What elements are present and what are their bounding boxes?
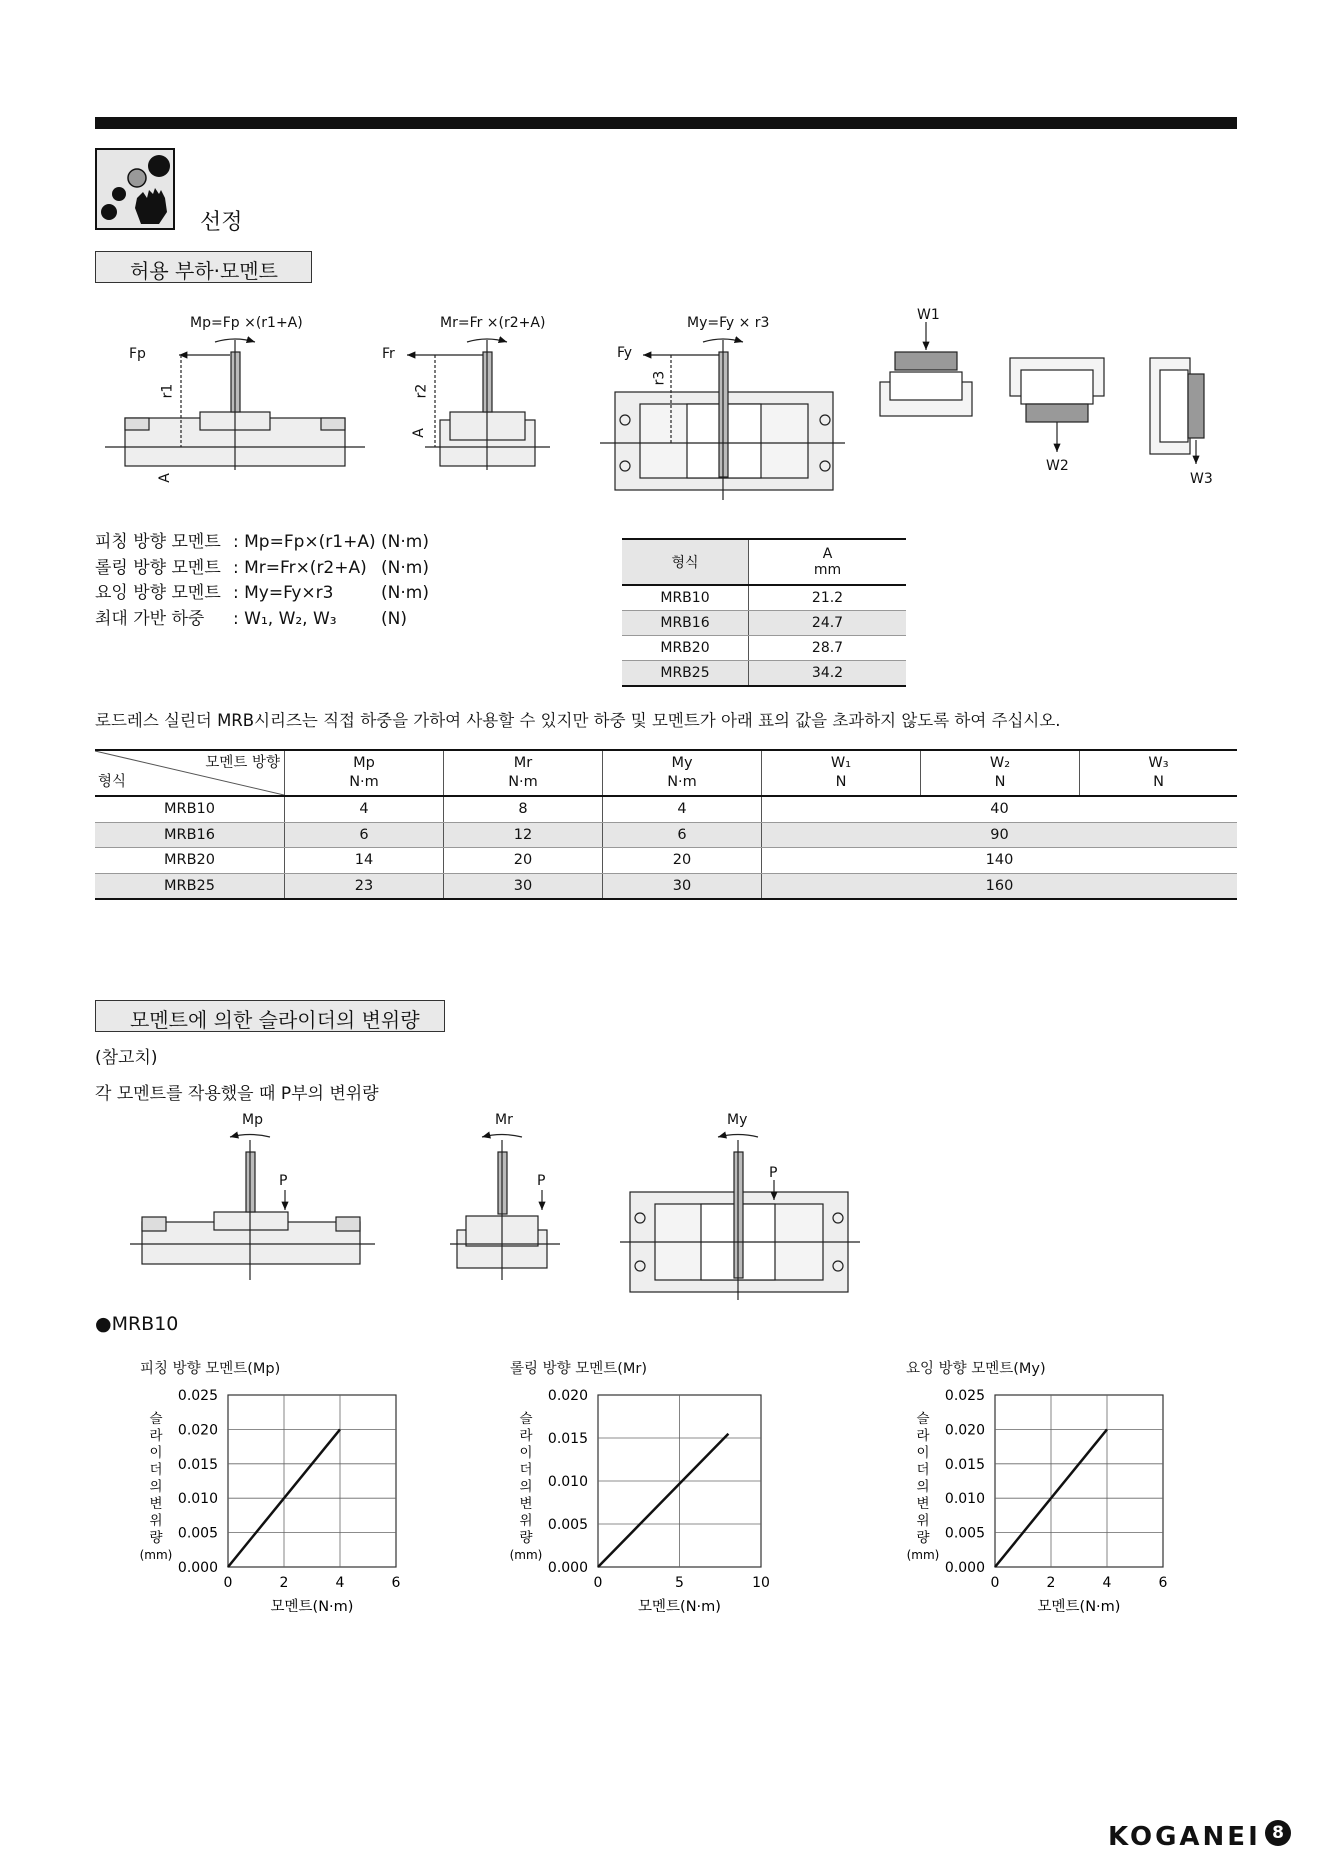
y-tick-label: 0.010 (177, 1491, 218, 1508)
formula-row (95, 530, 429, 556)
chart-title-my: 요잉 방향 모멘트(My) (906, 1361, 1046, 1377)
y-axis-unit: (mm) (906, 1548, 940, 1562)
formula-unit: (N·m) (381, 583, 429, 603)
a-cell: 34.2 (749, 661, 907, 687)
header-unit: N (835, 774, 847, 790)
formula-unit: (N·m) (381, 532, 429, 552)
mp-label: Mp (242, 1112, 263, 1128)
y-axis-label-char: 슬 (519, 1411, 533, 1427)
formula-unit: (N) (381, 608, 407, 629)
reference-note: (참고치) (95, 1048, 158, 1068)
y-tick-label: 0.020 (547, 1388, 588, 1404)
table-row (622, 661, 906, 687)
y-tick-label: 0.020 (944, 1422, 985, 1439)
my-cell: 20 (603, 848, 762, 874)
y-tick-label: 0.000 (547, 1560, 588, 1576)
formula-name: 요잉 방향 모멘트 (95, 583, 221, 603)
model-cell: MRB10 (622, 585, 749, 611)
page-number: 8 (1265, 1820, 1291, 1846)
y-tick-label: 0.025 (944, 1388, 985, 1404)
y-axis-label-char: 량 (149, 1530, 163, 1546)
y-tick-label: 0.000 (177, 1560, 218, 1576)
fr-label: Fr (382, 346, 395, 362)
x-tick-label: 6 (391, 1575, 401, 1591)
mp-header (285, 750, 444, 796)
model-heading: ●MRB10 (95, 1313, 179, 1335)
formula-expr: : My=Fy×r3 (233, 583, 334, 603)
w-cell: 160 (762, 873, 1238, 899)
y-axis-label-char: 변 (519, 1496, 533, 1512)
x-axis-label: 모멘트(N·m) (270, 1599, 354, 1615)
my-formula-label: My=Fy × r3 (687, 315, 770, 331)
diag-header-bottom: 형식 (98, 774, 127, 790)
selection-hand-icon (95, 148, 175, 230)
w2-label: W2 (1046, 458, 1069, 474)
allowable-moment-table (95, 749, 1237, 900)
header-unit: N·m (667, 774, 697, 790)
a-header (749, 539, 907, 585)
deflection-label: 모멘트에 의한 슬라이더의 변위량 (95, 1000, 445, 1032)
mr-header (444, 750, 603, 796)
chart-title-mp: 피칭 방향 모멘트(Mp) (140, 1361, 281, 1377)
section-title: 선정 (200, 210, 243, 235)
x-tick-label: 4 (335, 1575, 345, 1591)
formula-expr: : W₁, W₂, W₃ (233, 608, 337, 629)
model-cell: MRB16 (95, 822, 285, 848)
p-label-2: P (537, 1173, 546, 1189)
y-tick-label: 0.005 (177, 1525, 218, 1542)
model-cell: MRB20 (95, 848, 285, 874)
formula-row (95, 581, 429, 607)
y-axis-label-char: 의 (519, 1479, 533, 1495)
w-cell: 40 (762, 796, 1238, 822)
w2-header (921, 750, 1080, 796)
mp-cell: 14 (285, 848, 444, 874)
x-tick-label: 2 (1046, 1575, 1056, 1591)
my-cell: 30 (603, 873, 762, 899)
formula-name: 롤링 방향 모멘트 (95, 557, 221, 578)
y-tick-label: 0.020 (177, 1422, 218, 1439)
chart-my (897, 1375, 1187, 1625)
w1-header (762, 750, 921, 796)
y-axis-label-char: 이 (916, 1445, 930, 1461)
header-top: Mr (513, 755, 533, 771)
fp-label: Fp (129, 346, 146, 362)
a-cell: 24.7 (749, 611, 907, 636)
y-axis-label-char: 량 (916, 1530, 930, 1546)
y-axis-label-char: 슬 (916, 1411, 930, 1427)
header-bar (95, 117, 1237, 129)
mr-cell: 30 (444, 873, 603, 899)
formula-expr: : Mp=Fp×(r1+A) (233, 532, 376, 552)
y-tick-label: 0.015 (547, 1431, 588, 1447)
moment-formulas (95, 530, 429, 632)
p-label-1: P (279, 1173, 288, 1189)
y-axis-label-char: 의 (916, 1479, 930, 1495)
my-header (603, 750, 762, 796)
header-top: W₁ (830, 755, 852, 771)
mr-label: Mr (495, 1112, 513, 1128)
table-row (95, 873, 1237, 899)
header-top: W₃ (1148, 755, 1169, 771)
w-cell: 90 (762, 822, 1238, 848)
koganei-logo: KOGANEI (1108, 1822, 1261, 1852)
formula-unit: (N·m) (381, 557, 429, 578)
table-row (95, 848, 1237, 874)
w-cell: 140 (762, 848, 1238, 874)
y-axis-label-char: 라 (519, 1428, 533, 1444)
a-label-2: A (410, 428, 427, 438)
y-axis-unit: (mm) (509, 1548, 543, 1562)
mp-cell: 23 (285, 873, 444, 899)
y-axis-label-char: 위 (519, 1513, 533, 1529)
x-tick-label: 5 (675, 1575, 684, 1591)
y-axis-unit: (mm) (139, 1548, 173, 1562)
table-row (95, 822, 1237, 848)
formula-name: 피칭 방향 모멘트 (95, 532, 221, 552)
y-axis-label-char: 의 (149, 1479, 163, 1495)
mp-formula-label: Mp=Fp ×(r1+A) (190, 315, 303, 331)
x-tick-label: 0 (223, 1575, 233, 1591)
header-unit: N (994, 774, 1006, 790)
mr-cell: 8 (444, 796, 603, 822)
chart-mr (500, 1375, 790, 1625)
y-axis-label-char: 라 (916, 1428, 930, 1444)
deflection-desc: 각 모멘트를 작용했을 때 P부의 변위량 (95, 1084, 379, 1104)
deflection-diagrams (120, 1110, 880, 1300)
x-tick-label: 0 (593, 1575, 603, 1591)
mr-cell: 20 (444, 848, 603, 874)
model-cell: MRB20 (622, 636, 749, 661)
y-axis-label-char: 이 (519, 1445, 533, 1461)
x-tick-label: 2 (279, 1575, 289, 1591)
a-cell: 28.7 (749, 636, 907, 661)
mp-cell: 6 (285, 822, 444, 848)
table-row (622, 585, 906, 611)
a-header-unit: mm (813, 562, 842, 578)
diag-header-top: 모멘트 방향 (205, 755, 280, 771)
model-cell: MRB25 (95, 873, 285, 899)
model-cell: MRB25 (622, 661, 749, 687)
plot-frame (228, 1395, 396, 1567)
w3-label: W3 (1190, 471, 1213, 487)
x-tick-label: 10 (752, 1575, 770, 1591)
header-top: W₂ (989, 755, 1011, 771)
plot-frame (995, 1395, 1163, 1567)
model-header: 형식 (622, 539, 749, 585)
my-cell: 6 (603, 822, 762, 848)
y-tick-label: 0.025 (177, 1388, 218, 1404)
header-unit: N·m (508, 774, 538, 790)
y-axis-label-char: 더 (149, 1462, 163, 1478)
y-axis-label-char: 위 (916, 1513, 930, 1529)
diag-header (95, 750, 285, 796)
y-tick-label: 0.015 (177, 1456, 218, 1473)
a-header-top: A (822, 546, 833, 562)
mr-cell: 12 (444, 822, 603, 848)
y-tick-label: 0.010 (944, 1491, 985, 1508)
a-cell: 21.2 (749, 585, 907, 611)
r1-label: r1 (159, 383, 176, 399)
model-cell: MRB10 (95, 796, 285, 822)
x-axis-label: 모멘트(N·m) (638, 1599, 721, 1615)
header-unit: N (1153, 774, 1164, 790)
y-axis-label-char: 이 (149, 1445, 163, 1461)
my-label: My (727, 1112, 748, 1128)
y-axis-label-char: 슬 (149, 1411, 163, 1427)
y-axis-label-char: 변 (149, 1496, 163, 1512)
y-axis-label-char: 위 (149, 1513, 163, 1529)
chart-title-mr: 롤링 방향 모멘트(Mr) (510, 1361, 648, 1377)
x-axis-label: 모멘트(N·m) (1037, 1599, 1121, 1615)
x-tick-label: 4 (1102, 1575, 1112, 1591)
y-tick-label: 0.010 (547, 1474, 588, 1490)
y-axis-label-char: 량 (519, 1530, 533, 1546)
y-axis-label-char: 라 (149, 1428, 163, 1444)
w3-header (1080, 750, 1238, 796)
x-tick-label: 6 (1158, 1575, 1168, 1591)
header-unit: N·m (349, 774, 379, 790)
w1-label: W1 (917, 307, 940, 323)
chart-mp (130, 1375, 420, 1625)
a-dimension-table (622, 538, 906, 687)
my-cell: 4 (603, 796, 762, 822)
formula-row (95, 556, 429, 582)
table-row (95, 796, 1237, 822)
fy-label: Fy (617, 345, 633, 361)
y-axis-label-char: 더 (519, 1462, 533, 1478)
model-cell: MRB16 (622, 611, 749, 636)
y-axis-label-char: 변 (916, 1496, 930, 1512)
y-tick-label: 0.000 (944, 1560, 985, 1576)
x-tick-label: 0 (990, 1575, 1000, 1591)
y-tick-label: 0.005 (547, 1517, 588, 1533)
a-label-1: A (156, 473, 173, 483)
formula-row (95, 607, 429, 633)
header-top: Mp (353, 755, 375, 771)
mr-formula-label: Mr=Fr ×(r2+A) (440, 315, 546, 331)
r3-label: r3 (651, 370, 668, 386)
y-axis-label-char: 더 (916, 1462, 930, 1478)
load-note: 로드레스 실린더 MRB시리즈는 직접 하중을 가하여 사용할 수 있지만 하중 및 모멘트가 아래 표의 값을 초과하지 않도록 하여 주십시오. (95, 711, 1061, 730)
table-row (622, 636, 906, 661)
y-tick-label: 0.005 (944, 1525, 985, 1542)
formula-expr: : Mr=Fr×(r2+A) (233, 557, 367, 578)
mp-cell: 4 (285, 796, 444, 822)
allowable-load-label: 허용 부하·모멘트 (95, 251, 312, 283)
header-top: My (671, 755, 693, 771)
table-row (622, 611, 906, 636)
y-tick-label: 0.015 (944, 1456, 985, 1473)
r2-label: r2 (413, 383, 430, 399)
formula-name: 최대 가반 하중 (95, 608, 205, 629)
p-label-3: P (769, 1165, 778, 1181)
